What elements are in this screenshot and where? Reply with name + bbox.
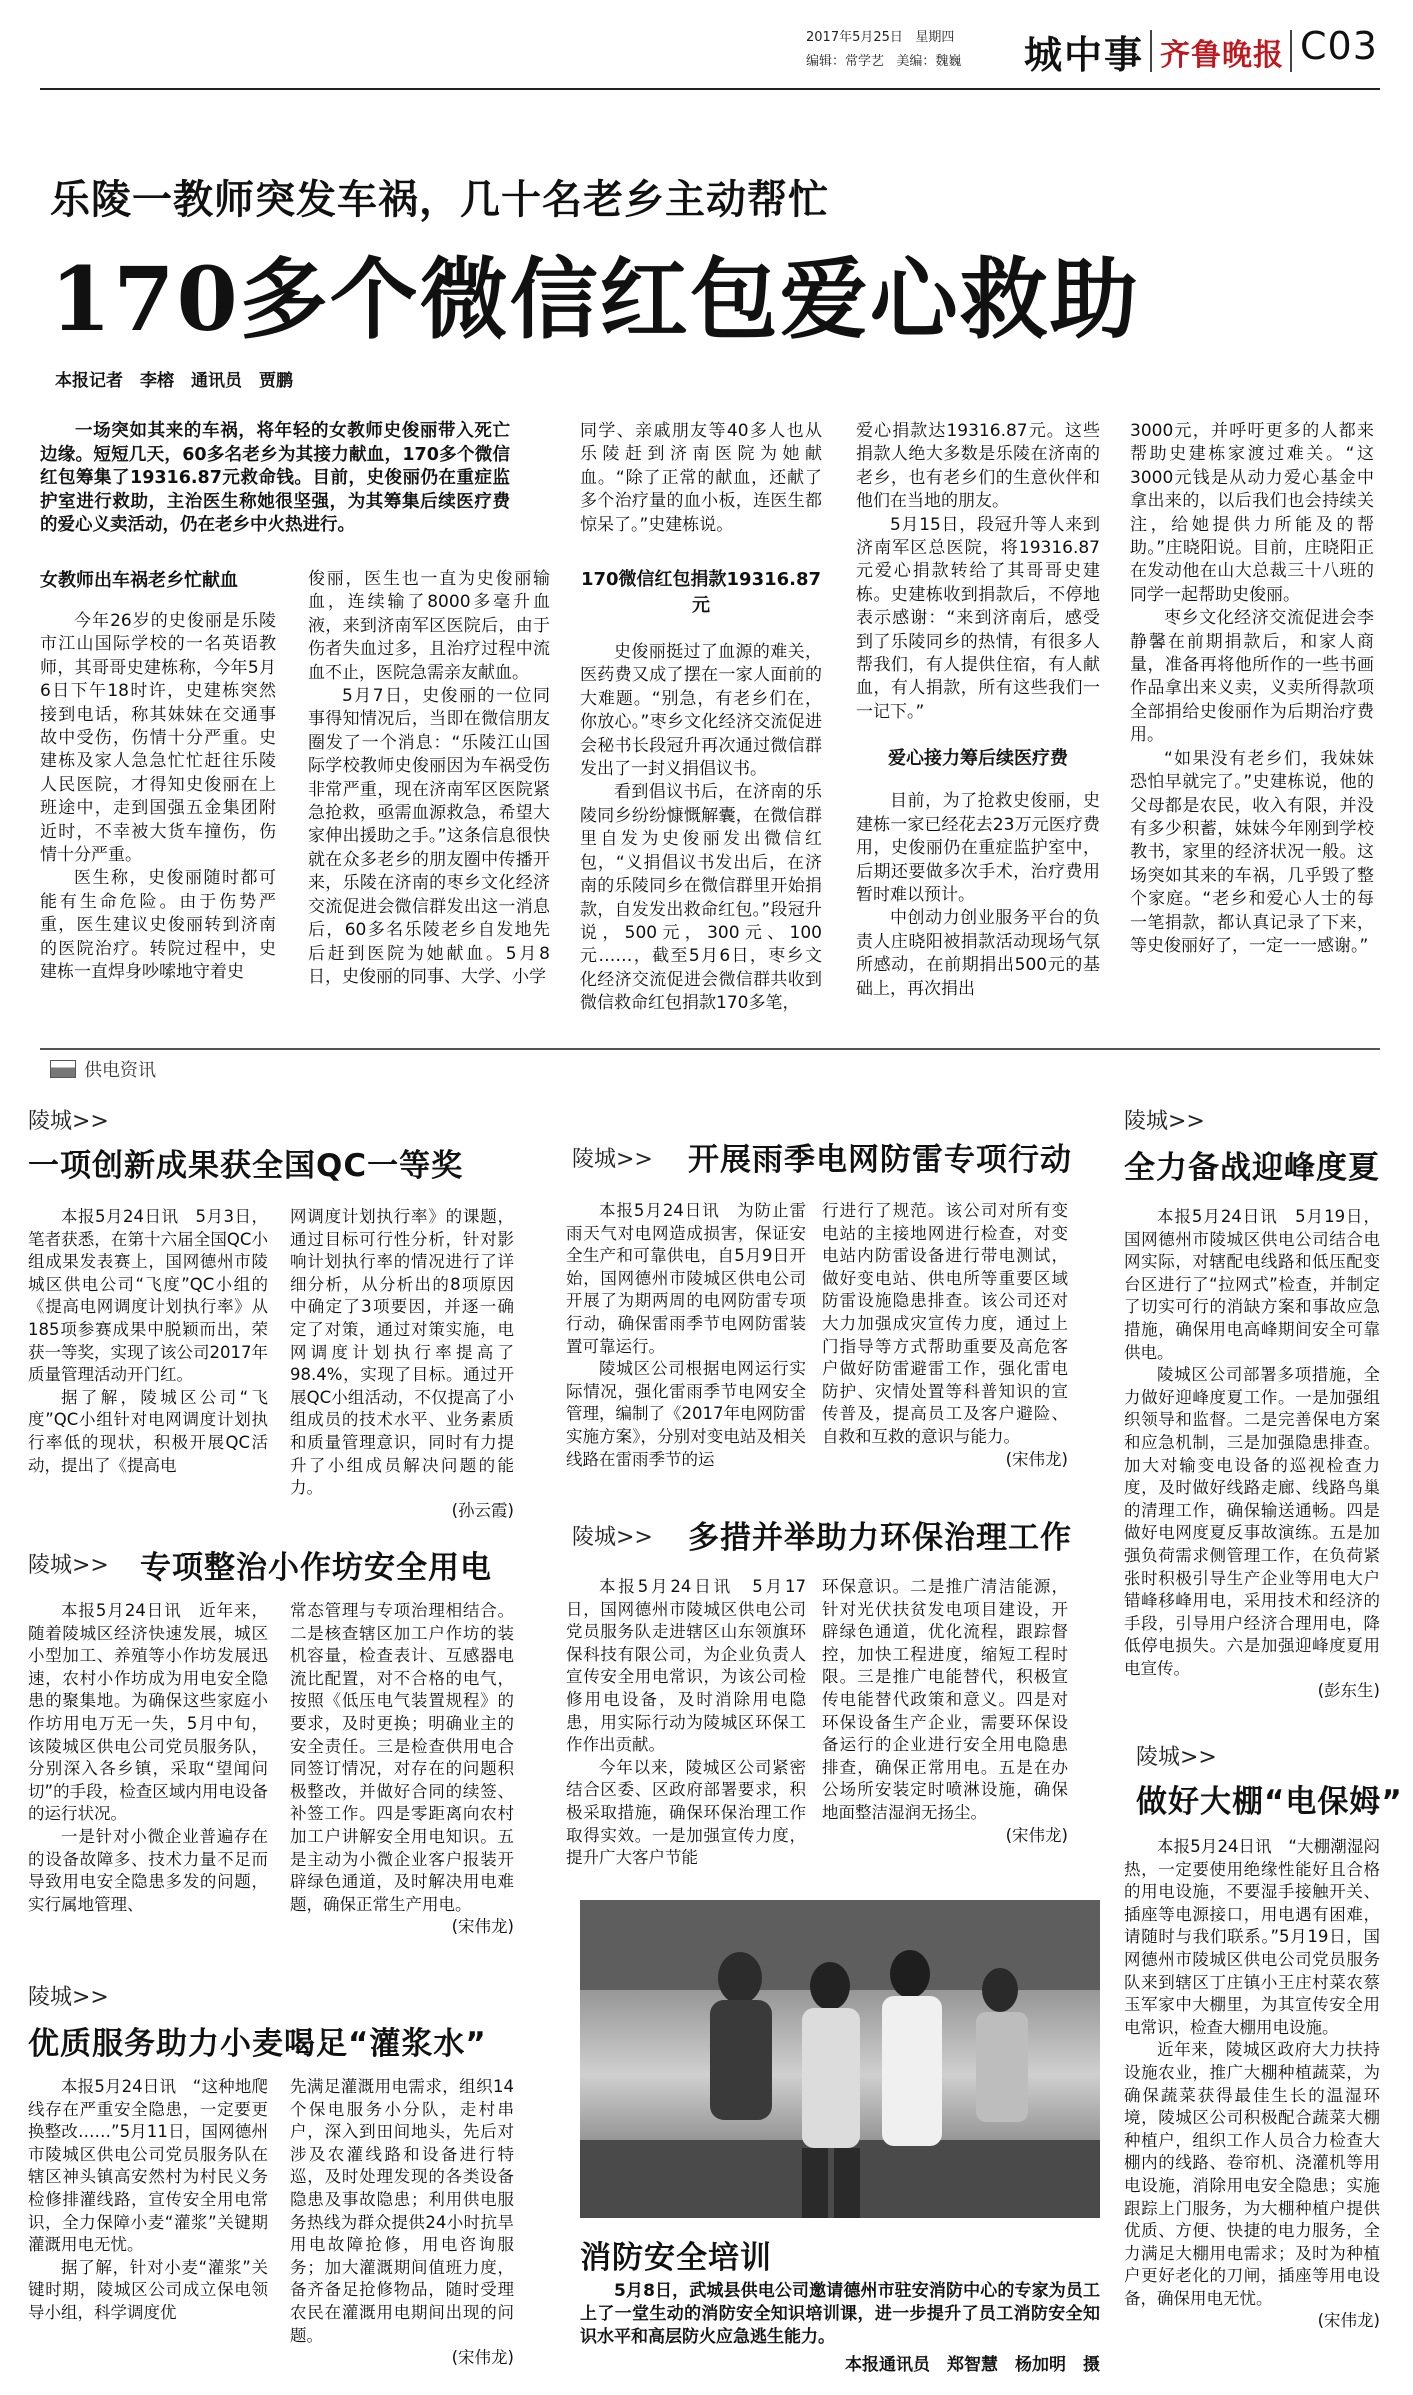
story-column-3	[580, 420, 822, 1016]
photo-fire-training	[580, 1900, 1100, 2218]
article-credit: (宋伟龙)	[1005, 1825, 1068, 1845]
article-title: 开展雨季电网防雷专项行动	[688, 1142, 1072, 1178]
story-column-5	[1130, 420, 1374, 958]
article-body-col2	[290, 2076, 514, 2370]
masthead-date: 2017年5月25日	[806, 30, 903, 45]
article-credit: (宋伟龙)	[1317, 2311, 1380, 2331]
paragraph: 本报5月24日讯 5月19日，国网德州市陵城区供电公司结合电网实际，对辖配电线路和低压配变台区进行了“拉网式”检查，并制定了切实可行的消缺方案和事故应急措施，确保用电高峰期间安全可靠供电。	[1124, 1207, 1380, 1362]
story-subhead: 乐陵一教师突发车祸，几十名老乡主动帮忙	[50, 177, 829, 223]
story-column-3-heading: 170微信红包捐款19316.87元	[580, 569, 822, 617]
article-body-col1	[566, 1576, 806, 1870]
story-headline: 170多个微信红包爱心救助	[50, 247, 1140, 351]
article-kicker: 陵城>>	[28, 1985, 109, 2010]
masthead-rule	[40, 88, 1380, 90]
paragraph: 3000元，并呼吁更多的人都来帮助史建栋家渡过难关。“这3000元钱是从动力爱心基金中拿出来的，以后我们也会持续关注，给她提供力所能及的帮助。”庄晓阳说。目前，庄晓阳正在发动他在山大总裁三十八班的同学一起帮助史俊丽。	[1130, 421, 1374, 605]
article-title: 专项整治小作坊安全用电	[140, 1550, 492, 1586]
masthead-weekday: 星期四	[915, 30, 955, 45]
article-title: 优质服务助力小麦喝足“灌浆水”	[28, 2026, 487, 2062]
article-body	[1124, 1206, 1380, 1703]
paragraph: 据了解，针对小麦“灌浆”关键时期，陵城区公司成立保电领导小组，科学调度优	[28, 2257, 268, 2322]
page-number: C03	[1300, 24, 1378, 68]
article-credit: (宋伟龙)	[451, 2348, 514, 2368]
paragraph: 中创动力创业服务平台的负责人庄晓阳被捐款活动现场气氛所感动，在前期捐出500元的基础上，再次捐出	[856, 908, 1100, 999]
paragraph: 近年来，陵城区政府大力扶持设施农业，推广大棚种植蔬菜，为确保蔬菜获得最佳生长的温湿环境，陵城区公司积极配合蔬菜大棚种植户，组织工作人员合力检查大棚内的线路、卷帘机、浇灌机等用电设施，消除用电安全隐患；实施跟踪上门服务，为大棚种植户提供优质、方便、快捷的电力服务，全力满足大棚用电需求；及时为种植户更好老化的刀闸，插座等用电设备，确保用电无忧。	[1124, 2040, 1380, 2308]
paragraph: 史俊丽挺过了血源的难关，医药费又成了摆在一家人面前的大难题。“别急，有老乡们在，你放心。”枣乡文化经济交流促进会秘书长段冠升再次通过微信群发出了一封义捐倡议书。	[580, 642, 822, 780]
paragraph: 爱心捐款达19316.87元。这些捐款人绝大多数是乐陵在济南的老乡，也有老乡们的生意伙伴和他们在当地的朋友。	[856, 421, 1100, 512]
paragraph: 本报5月24日讯 5月17日，国网德州市陵城区供电公司党员服务队走进辖区山东领旗环保科技有限公司，为企业负责人宣传安全用电常识，为该公司检修用电设备，及时消除用电隐患，用实际行动为陵城区环保工作作出贡献。	[566, 1577, 806, 1755]
photo-illustration	[580, 1900, 1100, 2218]
paragraph: 本报5月24日讯 5月3日，笔者获悉，在第十六届全国QC小组成果发表赛上，国网德州市陵城区供电公司“飞度”QC小组的《提高电网调度计划执行率》从185项参赛成果中脱颖而出，荣获一等奖，实现了该公司2017年质量管理活动开门红。	[28, 1207, 268, 1385]
article-kicker: 陵城>>	[572, 1147, 653, 1172]
paragraph: 一是针对小微企业普遍存在的设备故障多、技术力量不足而导致用电安全隐患多发的问题，实行属地管理、	[28, 1826, 268, 1914]
section-band	[50, 1056, 156, 1082]
article-body-col2	[822, 1576, 1068, 1847]
masthead-divider	[1290, 30, 1292, 72]
paragraph: 医生称，史俊丽随时都可能有生命危险。由于伤势严重，医生建议史俊丽转到济南的医院治疗。转院过程中，史建栋一直焊身吵嗦地守着史	[40, 868, 276, 983]
paragraph: 俊丽，医生也一直为史俊丽输血，连续输了8000多毫升血液，来到济南军区医院后，由于伤者失血过多，且治疗过程中流血不止，医院急需亲友献血。	[308, 569, 550, 683]
masthead-divider	[1150, 30, 1152, 72]
article-body	[1124, 1836, 1380, 2333]
article-body-col2	[290, 1206, 514, 1522]
masthead-editor-line	[806, 52, 961, 71]
article-credit: (宋伟龙)	[451, 1917, 514, 1937]
paragraph: 行进行了规范。该公司对所有变电站的主接地网进行检查，对变电站内防雷设备进行带电测试，做好变电站、供电所等重要区域防雷设施隐患排查。该公司还对大力加强成灾宣传力度，通过上门指导等方式帮助重要及高危客户做好防雷避雷工作，强化雷电防护、灾情处置等科普知识的宣传普及，提高员工及客户避险、自救和互救的意识与能力。	[822, 1201, 1068, 1446]
story-byline: 本报记者 李榕 通讯员 贾鹏	[55, 371, 293, 391]
story-column-1	[40, 568, 276, 985]
photo-caption: 5月8日，武城县供电公司邀请德州市驻安消防中心的专家为员工上了一堂生动的消防安全知识培训课，进一步提升了员工消防安全知识水平和高层防火应急逃生能力。	[580, 2281, 1100, 2347]
paragraph: 5月7日，史俊丽的一位同事得知情况后，当即在微信朋友圈发了一个消息：“乐陵江山国际学校教师史俊丽因为车祸受伤非常严重，现在济南军区医院紧急抢救，亟需血源救急，希望大家伸出援助之手。”这条信息很快就在众多老乡的朋友圈中传播开来，乐陵在济南的枣乡文化经济交流促进会微信群发出这一消息后，60多名乐陵老乡自发地先后赶到医院为她献血。5月8日，史俊丽的同事、大学、小学	[308, 686, 550, 987]
photo-credit: 本报通讯员 郑智慧 杨加明 摄	[845, 2355, 1100, 2375]
paragraph: 本报5月24日讯 近年来，随着陵城区经济快速发展，城区小型加工、养殖等小作坊发展迅速，农村小作坊成为用电安全隐患的聚集地。为确保这些家庭小作坊用电万无一失，5月中旬，该陵城区供电公司党员服务队，分别深入各乡镇，采取“望闻问切”的手段，检查区域内用电设备的运行状况。	[28, 1601, 268, 1824]
photo-title: 消防安全培训	[580, 2240, 772, 2276]
story-column-1-heading: 女教师出车祸老乡忙献血	[40, 570, 238, 591]
article-kicker: 陵城>>	[1136, 1745, 1217, 1770]
paragraph: 常态管理与专项治理相结合。二是核查辖区加工户作坊的装机容量，检查表计、互感器电流比配置，对不合格的电气，按照《低压电气装置规程》的要求，及时更换；明确业主的安全责任。三是检查供用电合同签订情况，对存在的问题积极整改，并做好合同的续签、补签工作。四是零距离向农村加工户讲解安全用电知识。五是主动为小微企业客户报装开辟绿色通道，及时解决用电难题，确保正常生产用电。	[290, 1601, 514, 1914]
paragraph: 陵城区公司根据电网运行实际情况，强化雷雨季节电网安全管理，编制了《2017年电网防雷实施方案》，分别对变电站及相关线路在雷雨季节的运	[566, 1359, 806, 1469]
section-name: 城中事	[1024, 33, 1145, 77]
article-body-col1	[28, 1600, 268, 1916]
paragraph: 5月15日，段冠升等人来到济南军区总医院，将19316.87元爱心捐款转给了其哥哥史建栋。史建栋收到捐款后，不停地表示感谢：“来到济南后，感受到了乐陵同乡的热情，有很多人帮我们，有人提供住宿，有人献血，有人捐款，所有这些我们一一记下。”	[856, 514, 1100, 722]
paragraph: 本报5月24日讯 “这种地爬线存在严重安全隐患，一定要更换整改……”5月11日，国网德州市陵城区供电公司党员服务队在辖区神头镇高安然村为村民义务检修排灌线路，宣传安全用电常识，全力保障小麦“灌浆”关键期灌溉用电无忧。	[28, 2077, 268, 2255]
article-kicker: 陵城>>	[572, 1525, 653, 1550]
paragraph: 陵城区公司部署多项措施，全力做好迎峰度夏工作。一是加强组织领导和监督。二是完善保电方案和应急机制，三是加强隐患排查。加大对输变电设备的巡视检查力度，及时做好线路走廊、线路鸟巢的清理工作，确保输送通畅。四是做好电网度夏反事故演练。五是加强负荷需求侧管理工作，在负荷紧张时积极引导生产企业等用电大户错峰移峰用电，采用技术和经济的手段，引导用户经济合理用电，降低停电损失。六是加强迎峰度夏用电宣传。	[1124, 1365, 1380, 1678]
paragraph: 枣乡文化经济交流促进会李静馨在前期捐款后，和家人商量，准备再将他所作的一些书画作品拿出来义卖，义卖所得款项全部捐给史俊丽作为后期治疗费用。	[1130, 608, 1374, 746]
article-kicker: 陵城>>	[1124, 1109, 1205, 1134]
paragraph: 本报5月24日讯 “大棚潮湿闷热，一定要使用绝缘性能好且合格的用电设施，不要湿手接触开关、插座等电源接口，用电遇有困难，请随时与我们联系。”5月19日，国网德州市陵城区供电公司党员服务队来到辖区丁庄镇小王庄村菜农蔡玉军家中大棚里，为其宣传安全用电常识，检查大棚用电设施。	[1124, 1837, 1380, 2037]
article-body-col1	[28, 1206, 268, 1477]
paragraph: 今年26岁的史俊丽是乐陵市江山国际学校的一名英语教师，其哥哥史建栋称，今年5月6日下午18时许，史建栋突然接到电话，称其妹妹在交通事故中受伤，伤情十分严重。史建栋及家人急急忙忙赶往乐陵人民医院，才得知史俊丽在上班途中，走到国强五金集团附近时，不幸被大货车撞伤，伤情十分严重。	[40, 611, 276, 866]
section-band-rule	[40, 1048, 1380, 1050]
article-title: 多措并举助力环保治理工作	[688, 1520, 1072, 1556]
article-body-col1	[566, 1200, 806, 1471]
story-lead: 一场突如其来的车祸，将年轻的女教师史俊丽带入死亡边缘。短短几天，60多名老乡为其接力献血，170多个微信红包筹集了19316.87元救命钱。目前，史俊丽仍在重症监护室进行救助，主治医生称她很坚强，为其筹集后续医疗费的爱心义卖活动，仍在老乡中火热进行。	[40, 421, 510, 535]
article-body-col1	[28, 2076, 268, 2325]
paragraph: 看到倡议书后，在济南的乐陵同乡纷纷慷慨解囊，在微信群里自发为史俊丽发出微信红包，“义捐倡议书发出后，在济南的乐陵同乡在微信群里开始捐款，自发发出救命红包。”段冠升说，500元，300元、100元……，截至5月6日，枣乡文化经济交流促进会微信群共收到微信救命红包捐款170多笔，	[580, 782, 822, 1014]
band-icon	[50, 1060, 76, 1078]
article-title: 做好大棚“电保姆”	[1136, 1784, 1403, 1820]
article-credit: (宋伟龙)	[1005, 1449, 1068, 1469]
masthead-designer: 美编：魏巍	[896, 54, 962, 69]
paragraph: “如果没有老乡们，我妹妹恐怕早就完了。”史建栋说，他的父母都是农民，收入有限，并没有多少积蓄，妹妹今年刚到学校教书，家里的经济状况一般。这场突如其来的车祸，几乎毁了整个家庭。“老乡和爱心人士的每一笔捐款，都认真记录了下来，等史俊丽好了，一定一一感谢。”	[1130, 748, 1374, 956]
paragraph: 今年以来，陵城区公司紧密结合区委、区政府部署要求，积极采取措施，确保环保治理工作取得实效。一是加强宣传力度，提升广大客户节能	[566, 1757, 806, 1868]
article-credit: (孙云霞)	[451, 1500, 514, 1520]
article-kicker: 陵城>>	[28, 1109, 109, 1134]
story-column-4	[856, 420, 1100, 1001]
paragraph: 环保意识。二是推广清洁能源，针对光伏扶贫发电项目建设，开辟绿色通道，优化流程，跟踪督控，加快工程进度，缩短工程时限。三是推广电能替代，积极宣传电能替代政策和意义。四是对环保设备生产企业，需要环保设备运行的企业进行安全用电隐患排查，确保正常用电。五是在办公场所安装定时喷淋设施，确保地面整洁湿润无扬尘。	[822, 1577, 1068, 1822]
paragraph: 本报5月24日讯 为防止雷雨天气对电网造成损害，保证安全生产和可靠供电，自5月9日开始，国网德州市陵城区供电公司开展了为期两周的电网防雷专项行动，确保雷雨季节电网防雷装置可靠运行。	[566, 1201, 806, 1356]
paragraph: 网调度计划执行率》的课题，通过目标可行性分析，针对影响计划执行率的情况进行了详细分析，从分析出的8项原因中确定了3项要因，并逐一确定了对策，通过对策实施，电网调度计划执行率提高了98.4%，实现了目标。通过开展QC小组活动，不仅提高了小组成员的技术水平、业务素质和质量管理意识，同时有力提升了小组成员解决问题的能力。	[290, 1207, 514, 1498]
paragraph: 同学、亲戚朋友等40多人也从乐陵赶到济南医院为她献血。“除了正常的献血，还献了多个治疗量的血小板，连医生都惊呆了。”史建栋说。	[580, 421, 822, 535]
paragraph: 目前，为了抢救史俊丽，史建栋一家已经花去23万元医疗费用，史俊丽仍在重症监护室中，后期还要做多次手术，治疗费用暂时难以预计。	[856, 791, 1100, 905]
article-body-col2	[822, 1200, 1068, 1471]
paper-logo: 齐鲁晚报	[1160, 38, 1284, 73]
paragraph: 据了解，陵城区公司“飞度”QC小组针对电网调度计划执行率低的现状，积极开展QC活动，提出了《提高电	[28, 1387, 268, 1475]
band-label: 供电资讯	[84, 1060, 156, 1081]
article-kicker: 陵城>>	[28, 1553, 109, 1578]
masthead-date-line	[806, 28, 954, 47]
paragraph: 先满足灌溉用电需求，组织14个保电服务小分队，走村串户，深入到田间地头，先后对涉及农灌线路和设备进行特巡，及时处理发现的各类设备隐患及事故隐患；利用供电服务热线为群众提供24小时抗旱用电故障抢修，用电咨询服务；加大灌溉期间值班力度，备齐备足抢修物品，随时受理农民在灌溉用电期间出现的问题。	[290, 2077, 514, 2345]
story-column-2	[308, 568, 550, 989]
article-credit: (彭东生)	[1317, 1681, 1380, 1701]
article-title: 全力备战迎峰度夏	[1124, 1150, 1380, 1186]
masthead-editor: 编辑：常学艺	[806, 54, 885, 69]
story-column-4-heading: 爱心接力筹后续医疗费	[888, 748, 1068, 770]
article-body-col2	[290, 1600, 514, 1939]
article-title: 一项创新成果获全国QC一等奖	[28, 1148, 464, 1184]
